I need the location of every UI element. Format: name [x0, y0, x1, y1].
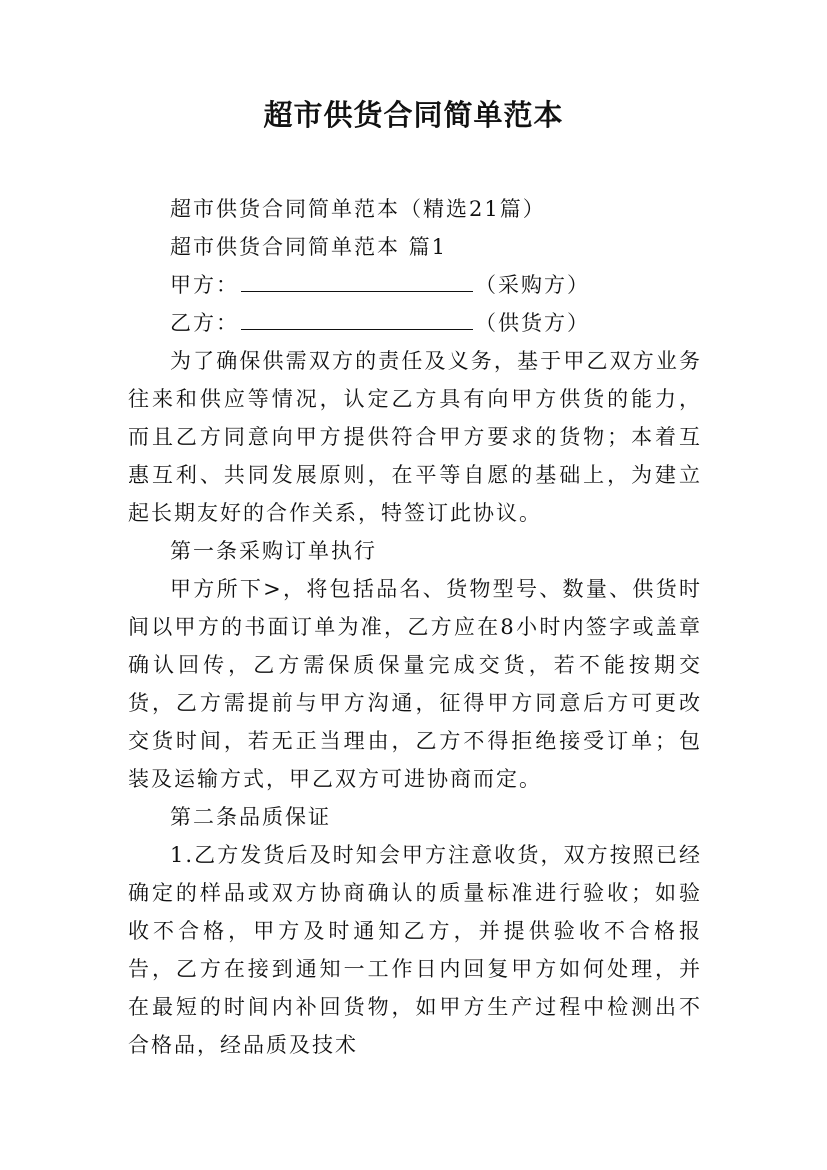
party-a-line	[128, 266, 702, 304]
party-a-blank	[241, 269, 473, 292]
party-a-role: （采购方）	[475, 273, 590, 297]
article-2-item-1: 1.乙方发货后及时知会甲方注意收货，双方按照已经确定的样品或双方协商确认的质量标准进行验收；如验收不合格，甲方及时通知乙方，并提供验收不合格报告，乙方在接到通知一工作日内回复甲方如何处理，并在最短的时间内补回货物，如甲方生产过程中检测出不合格品，经品质及技术	[128, 843, 702, 1057]
document-subtitle: 超市供货合同简单范本（精选21篇）	[170, 197, 546, 221]
intro-paragraph: 为了确保供需双方的责任及义务，基于甲乙双方业务往来和供应等情况，认定乙方具有向甲方供货的能力，而且乙方同意向甲方提供符合甲方要求的货物；本着互惠互利、共同发展原则，在平等自愿的基础上，为建立起长期友好的合作关系，特签订此协议。	[128, 349, 702, 525]
party-b-blank	[241, 307, 473, 330]
document-title: 超市供货合同简单范本	[263, 98, 564, 132]
article-2-heading: 第二条品质保证	[170, 805, 331, 829]
article-1-heading: 第一条采购订单执行	[170, 539, 377, 563]
party-b-line	[128, 304, 702, 342]
party-b-label: 乙方：	[170, 311, 239, 335]
article-1-paragraph: 甲方所下>，将包括品名、货物型号、数量、供货时间以甲方的书面订单为准，乙方应在8小时内签字或盖章确认回传，乙方需保质保量完成交货，若不能按期交货，乙方需提前与甲方沟通，征得甲方同意后方可更改交货时间，若无正当理由，乙方不得拒绝接受订单；包装及运输方式，甲乙双方可进协商而定。	[128, 577, 702, 791]
document-body	[128, 190, 702, 1064]
party-b-role: （供货方）	[475, 311, 590, 335]
section-heading: 超市供货合同简单范本 篇1	[170, 235, 448, 259]
party-a-label: 甲方：	[170, 273, 239, 297]
